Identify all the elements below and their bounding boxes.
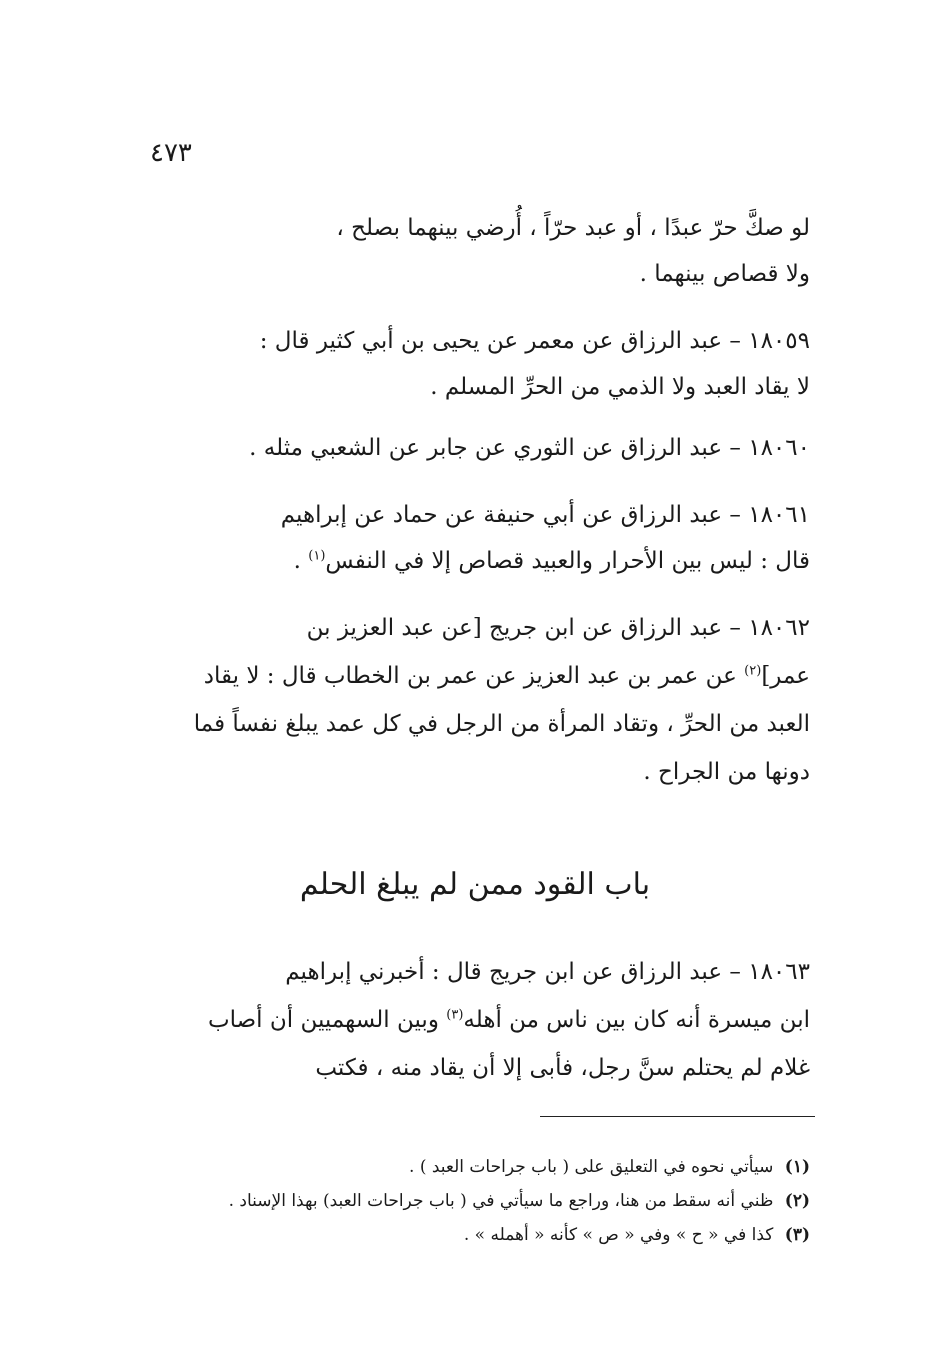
text-line	[140, 652, 810, 700]
text-line: دونها من الجراح .	[643, 759, 810, 785]
footnote-divider	[540, 1116, 815, 1117]
text-segment: عن عمر بن عبد العزيز عن عمر بن الخطاب قال : لا يقاد	[203, 663, 745, 689]
text-line: ١٨٠٦٠ – عبد الرزاق عن الثوري عن جابر عن الشعبي مثله .	[249, 435, 810, 461]
text-segment: ابن ميسرة أنه كان بين ناس من أهله	[463, 1007, 810, 1033]
page-number: ٤٧٣	[150, 138, 192, 168]
text-line: ١٨٠٦٢ – عبد الرزاق عن ابن جريج [عن عبد العزيز بن	[306, 615, 810, 641]
footnote-number: (٣)	[784, 1225, 810, 1245]
hadith-18059	[140, 318, 810, 410]
footnote-3	[140, 1218, 810, 1252]
text-segment: .	[293, 548, 309, 574]
footnote-text: كذا في « ح » وفي « ص » كأنه « أهمله » .	[463, 1225, 774, 1245]
footnote-ref-2[interactable]: (٢)	[744, 663, 762, 679]
hadith-18060	[140, 425, 810, 471]
text-segment: وبين السهميين أن أصاب	[207, 1007, 447, 1033]
text-line: ١٨٠٦١ – عبد الرزاق عن أبي حنيفة عن حماد عن إبراهيم	[280, 502, 810, 528]
footnote-ref-1[interactable]: (١)	[308, 548, 326, 564]
footnotes	[140, 1150, 810, 1252]
footnote-1	[140, 1150, 810, 1184]
footnote-number: (٢)	[784, 1191, 810, 1211]
text-line: غلام لم يحتلم سنَّ رجل، فأبى إلا أن يقاد منه ، فكتب	[315, 1055, 810, 1081]
text-line	[140, 996, 810, 1044]
hadith-18063	[140, 948, 810, 1092]
section-heading: باب القود ممن لم يبلغ الحلم	[299, 867, 651, 902]
text-segment: عمر]	[761, 663, 810, 689]
text-line: لا يقاد العبد ولا الذمي من الحرِّ المسلم .	[430, 374, 810, 400]
text-line: ١٨٠٥٩ – عبد الرزاق عن معمر عن يحيى بن أبي كثير قال :	[259, 328, 810, 354]
text-line: لو صكَّ حرّ عبدًا ، أو عبد حرّاً ، أُرضي بينهما بصلح ،	[336, 215, 810, 241]
footnote-ref-3[interactable]: (٣)	[446, 1007, 464, 1023]
text-line: ١٨٠٦٣ – عبد الرزاق عن ابن جريج قال : أخبرني إبراهيم	[285, 959, 810, 985]
footnote-text: سيأتي نحوه في التعليق على ( باب جراحات العبد ) .	[409, 1157, 774, 1177]
hadith-18062	[140, 604, 810, 796]
text-line: العبد من الحرِّ ، وتقاد المرأة من الرجل في كل عمد يبلغ نفساً فما	[193, 711, 810, 737]
text-line: ولا قصاص بينهما .	[639, 261, 810, 287]
footnote-text: ظني أنه سقط من هنا، وراجع ما سيأتي في ( باب جراحات العبد) بهذا الإسناد .	[228, 1191, 774, 1211]
footnote-2	[140, 1184, 810, 1218]
paragraph-continuation	[140, 205, 810, 297]
footnote-number: (١)	[784, 1157, 810, 1177]
hadith-18061	[140, 492, 810, 584]
text-segment: قال : ليس بين الأحرار والعبيد قصاص إلا في النفس	[325, 548, 810, 574]
text-line	[140, 538, 810, 584]
